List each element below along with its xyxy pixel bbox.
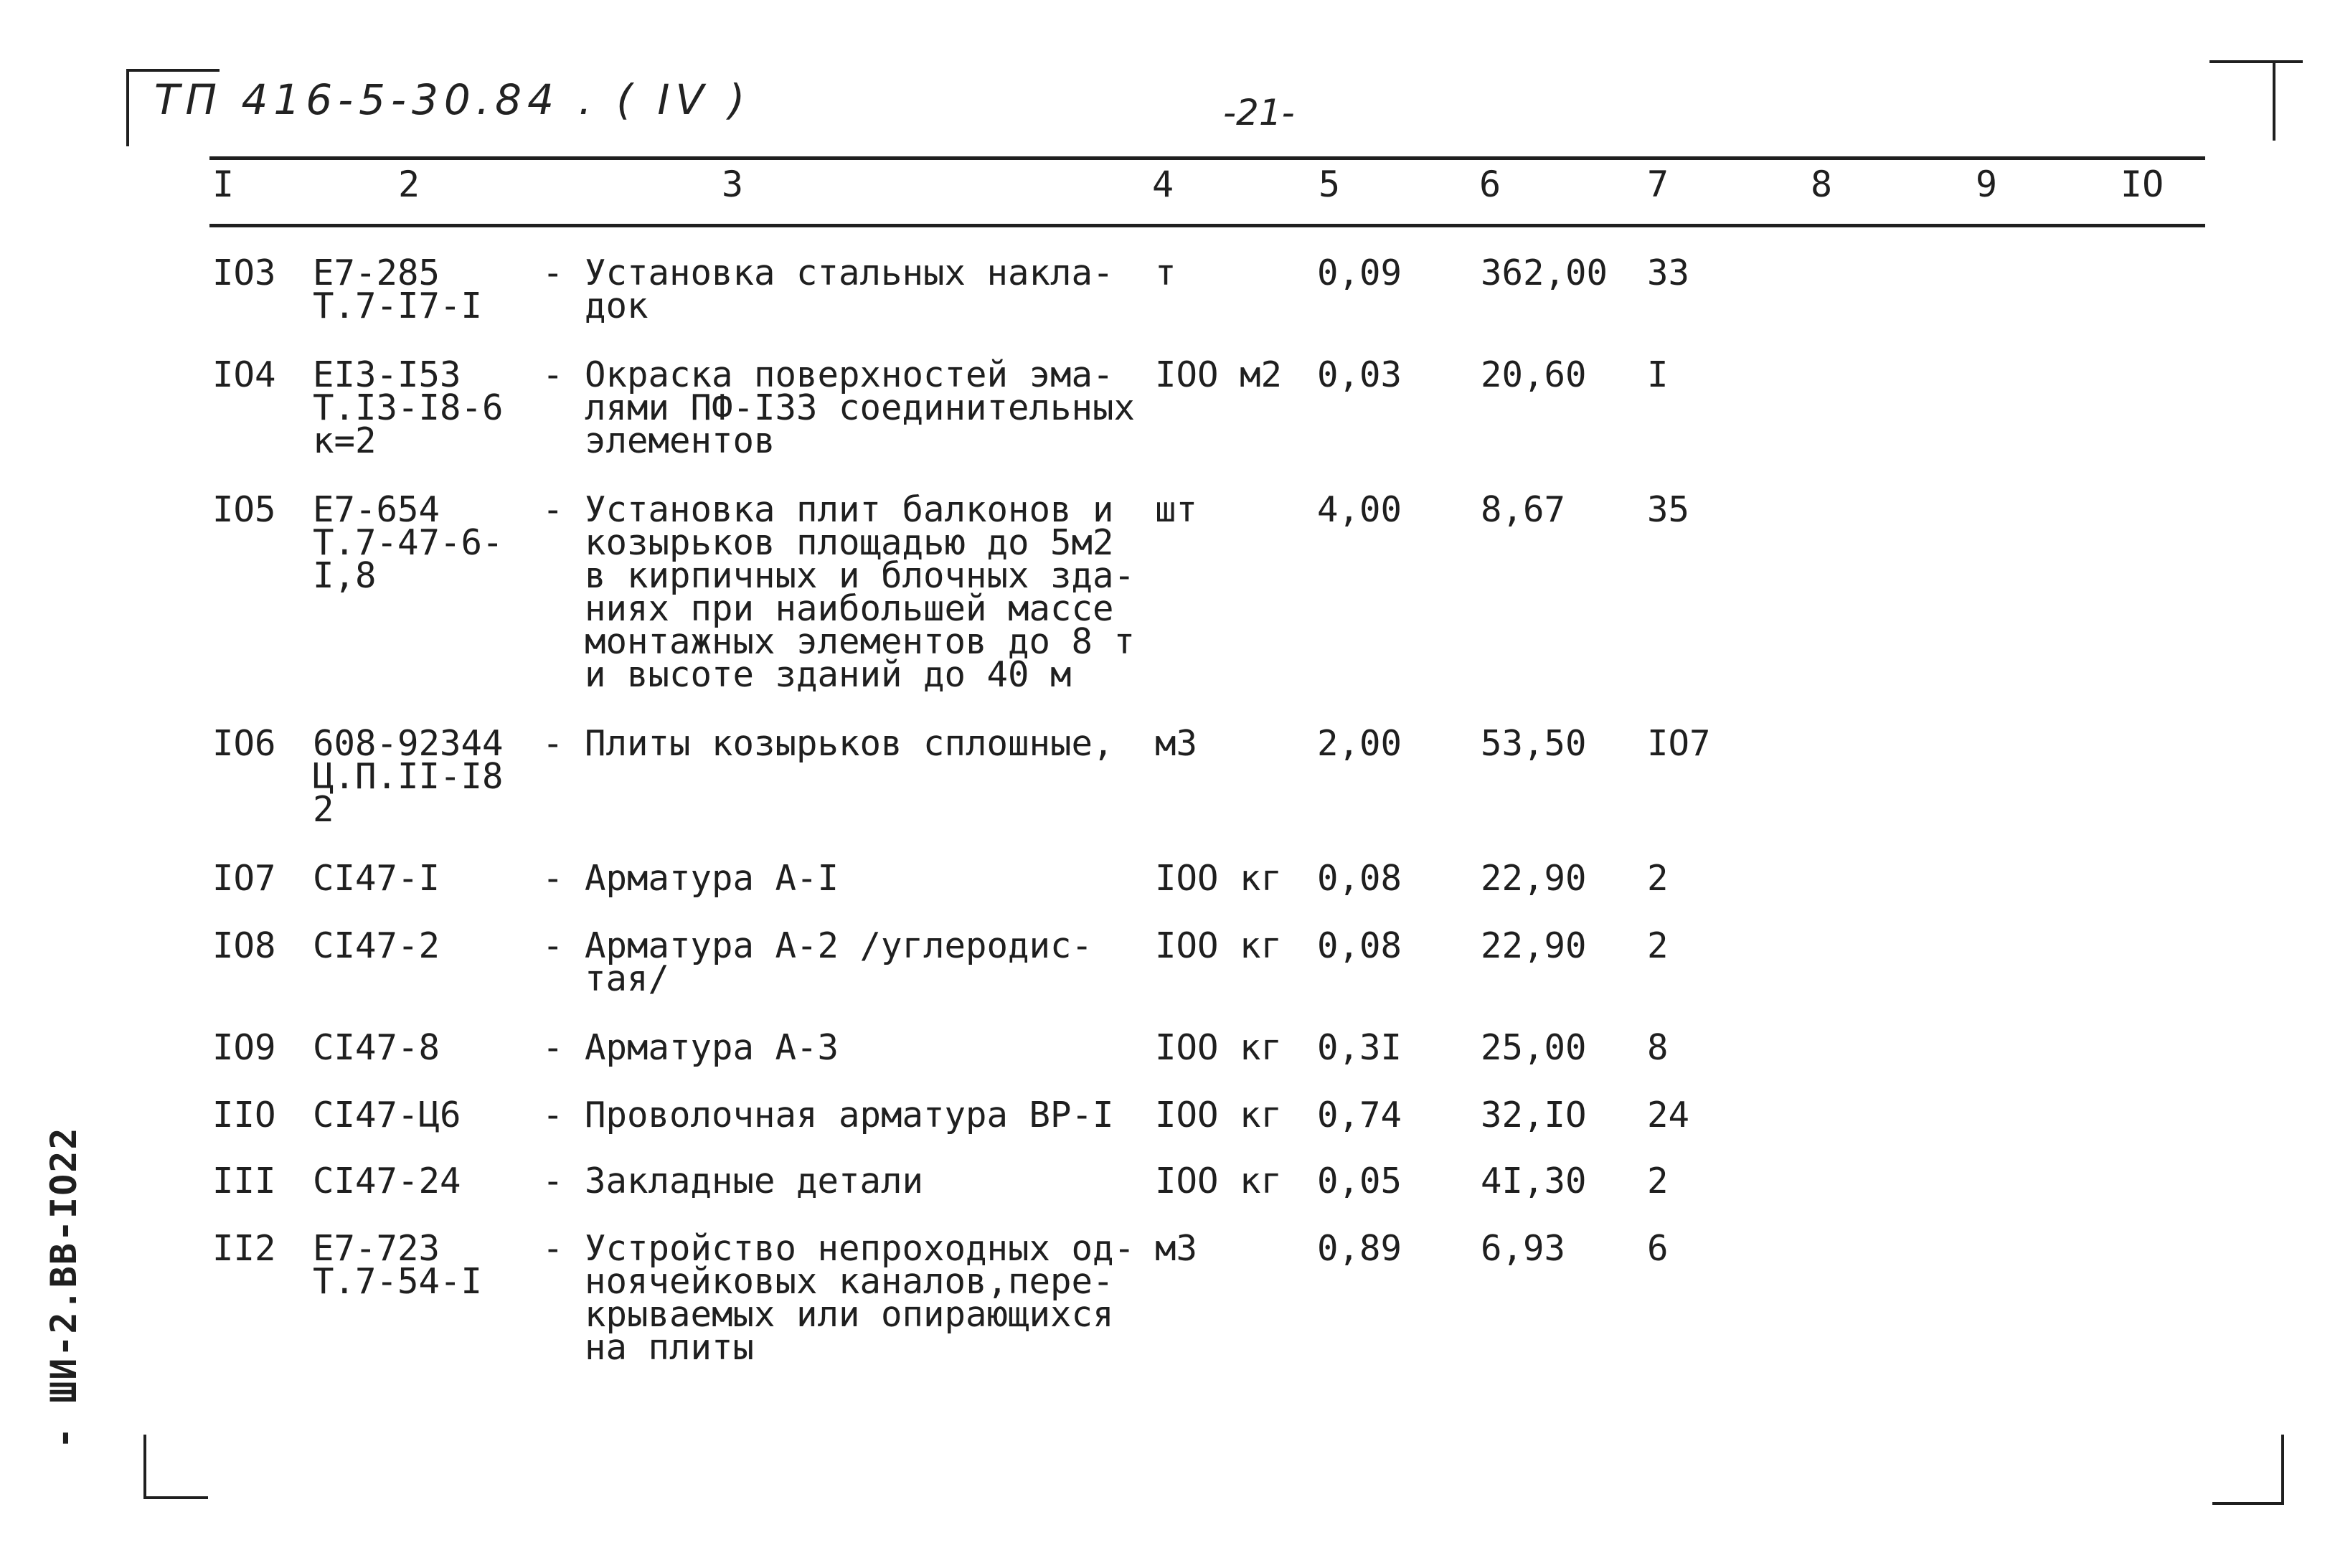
unit: м3 bbox=[1155, 723, 1198, 764]
column-number-7: 7 bbox=[1647, 164, 1669, 205]
page-number: -21- bbox=[1223, 92, 1295, 133]
total-cost: 2 bbox=[1647, 925, 1669, 966]
work-description: - Устройство непроходных од- ноячейковых каналов,пере- крываемых или опирающихся на плиты bbox=[542, 1228, 1136, 1368]
column-number-6: 6 bbox=[1479, 164, 1501, 205]
quantity: 0,89 bbox=[1317, 1228, 1402, 1269]
estimate-code: СI47-Ц6 bbox=[313, 1095, 461, 1135]
total-cost: 2 bbox=[1647, 858, 1669, 899]
column-number-8: 8 bbox=[1811, 164, 1833, 205]
total-cost: 35 bbox=[1647, 489, 1690, 530]
frame-corner-top-left-vertical bbox=[126, 69, 129, 146]
work-description: - Проволочная арматура ВР-I bbox=[542, 1095, 1114, 1135]
frame-corner-top-left-horizontal bbox=[126, 69, 220, 72]
unit-price: 25,00 bbox=[1481, 1027, 1587, 1068]
unit-price: 53,50 bbox=[1481, 723, 1587, 764]
row-number: IO7 bbox=[212, 858, 276, 899]
total-cost: 33 bbox=[1647, 252, 1690, 293]
unit: IOO м2 bbox=[1155, 354, 1283, 395]
estimate-code: Е7-723 Т.7-54-I bbox=[313, 1228, 483, 1302]
unit: IOO кг bbox=[1155, 1027, 1283, 1068]
unit-price: 362,00 bbox=[1481, 252, 1608, 293]
work-description: - Установка плит балконов и козырьков площадью до 5м2 в кирпичных и блочных зда- ниях при наибольшей массе монтажных элементов до 8 т и высоте зданий до 40 м bbox=[542, 489, 1136, 695]
total-cost: 8 bbox=[1647, 1027, 1669, 1068]
work-description: - Окраска поверхностей эма- лями ПФ-I33 соединительных элементов bbox=[542, 354, 1136, 461]
row-number: IO8 bbox=[212, 925, 276, 966]
work-description: - Арматура А-I bbox=[542, 858, 839, 899]
work-description: - Арматура А-3 bbox=[542, 1027, 839, 1068]
unit: IOO кг bbox=[1155, 1095, 1283, 1135]
row-number: IO9 bbox=[212, 1027, 276, 1068]
quantity: 0,08 bbox=[1317, 858, 1402, 899]
unit-price: 6,93 bbox=[1481, 1228, 1566, 1269]
row-number: II2 bbox=[212, 1228, 276, 1269]
work-description: - Закладные детали bbox=[542, 1161, 924, 1201]
estimate-code: СI47-I bbox=[313, 858, 440, 899]
total-cost: IO7 bbox=[1647, 723, 1711, 764]
row-number: IO5 bbox=[212, 489, 276, 530]
quantity: 2,00 bbox=[1317, 723, 1402, 764]
quantity: 0,08 bbox=[1317, 925, 1402, 966]
work-description: - Установка стальных накла- док bbox=[542, 252, 1114, 326]
quantity: 0,09 bbox=[1317, 252, 1402, 293]
frame-corner-bottom-left-horizontal bbox=[143, 1496, 208, 1499]
column-number-10: IO bbox=[2121, 164, 2164, 205]
frame-corner-bottom-left-vertical bbox=[143, 1435, 146, 1499]
total-cost: I bbox=[1647, 354, 1669, 395]
unit-price: 22,90 bbox=[1481, 925, 1587, 966]
unit-price: 22,90 bbox=[1481, 858, 1587, 899]
estimate-code: ЕI3-I53 Т.I3-I8-6 к=2 bbox=[313, 354, 504, 461]
row-number: IO4 bbox=[212, 354, 276, 395]
total-cost: 6 bbox=[1647, 1228, 1669, 1269]
estimate-code: 608-92344 Ц.П.II-I8 2 bbox=[313, 723, 504, 830]
unit: т bbox=[1155, 252, 1176, 293]
quantity: 0,03 bbox=[1317, 354, 1402, 395]
unit: шт bbox=[1155, 489, 1198, 530]
estimate-code: Е7-654 Т.7-47-6- I,8 bbox=[313, 489, 504, 596]
row-number: III bbox=[212, 1161, 276, 1201]
frame-corner-bottom-right-vertical bbox=[2281, 1435, 2284, 1505]
column-number-3: 3 bbox=[722, 164, 744, 205]
side-stamp: - ШИ-2.ВВ-IO22 bbox=[43, 1126, 85, 1449]
quantity: 0,74 bbox=[1317, 1095, 1402, 1135]
estimate-code: СI47-2 bbox=[313, 925, 440, 966]
document-code: ТП 416-5-30.84 . ( IV ) bbox=[154, 75, 751, 124]
row-number: IIO bbox=[212, 1095, 276, 1135]
row-number: IO3 bbox=[212, 252, 276, 293]
total-cost: 2 bbox=[1647, 1161, 1669, 1201]
estimate-code: СI47-8 bbox=[313, 1027, 440, 1068]
unit-price: 20,60 bbox=[1481, 354, 1587, 395]
column-number-9: 9 bbox=[1976, 164, 1998, 205]
column-number-1: I bbox=[212, 164, 235, 205]
work-description: - Плиты козырьков сплошные, bbox=[542, 723, 1114, 764]
frame-corner-top-right-horizontal bbox=[2209, 60, 2303, 63]
unit-price: 4I,30 bbox=[1481, 1161, 1587, 1201]
work-description: - Арматура А-2 /углеродис- тая/ bbox=[542, 925, 1093, 999]
estimate-code: Е7-285 Т.7-I7-I bbox=[313, 252, 483, 326]
unit: IOO кг bbox=[1155, 925, 1283, 966]
table-header-rule bbox=[209, 224, 2205, 227]
quantity: 4,00 bbox=[1317, 489, 1402, 530]
frame-corner-top-right-vertical bbox=[2273, 60, 2275, 141]
frame-corner-bottom-right-horizontal bbox=[2212, 1502, 2284, 1505]
row-number: IO6 bbox=[212, 723, 276, 764]
unit-price: 8,67 bbox=[1481, 489, 1566, 530]
unit: IOO кг bbox=[1155, 858, 1283, 899]
unit: IOO кг bbox=[1155, 1161, 1283, 1201]
unit-price: 32,IO bbox=[1481, 1095, 1587, 1135]
column-number-4: 4 bbox=[1152, 164, 1174, 205]
unit: м3 bbox=[1155, 1228, 1198, 1269]
column-number-5: 5 bbox=[1319, 164, 1341, 205]
table-top-rule bbox=[209, 156, 2205, 160]
estimate-code: СI47-24 bbox=[313, 1161, 461, 1201]
quantity: 0,3I bbox=[1317, 1027, 1402, 1068]
total-cost: 24 bbox=[1647, 1095, 1690, 1135]
quantity: 0,05 bbox=[1317, 1161, 1402, 1201]
column-number-2: 2 bbox=[398, 164, 420, 205]
